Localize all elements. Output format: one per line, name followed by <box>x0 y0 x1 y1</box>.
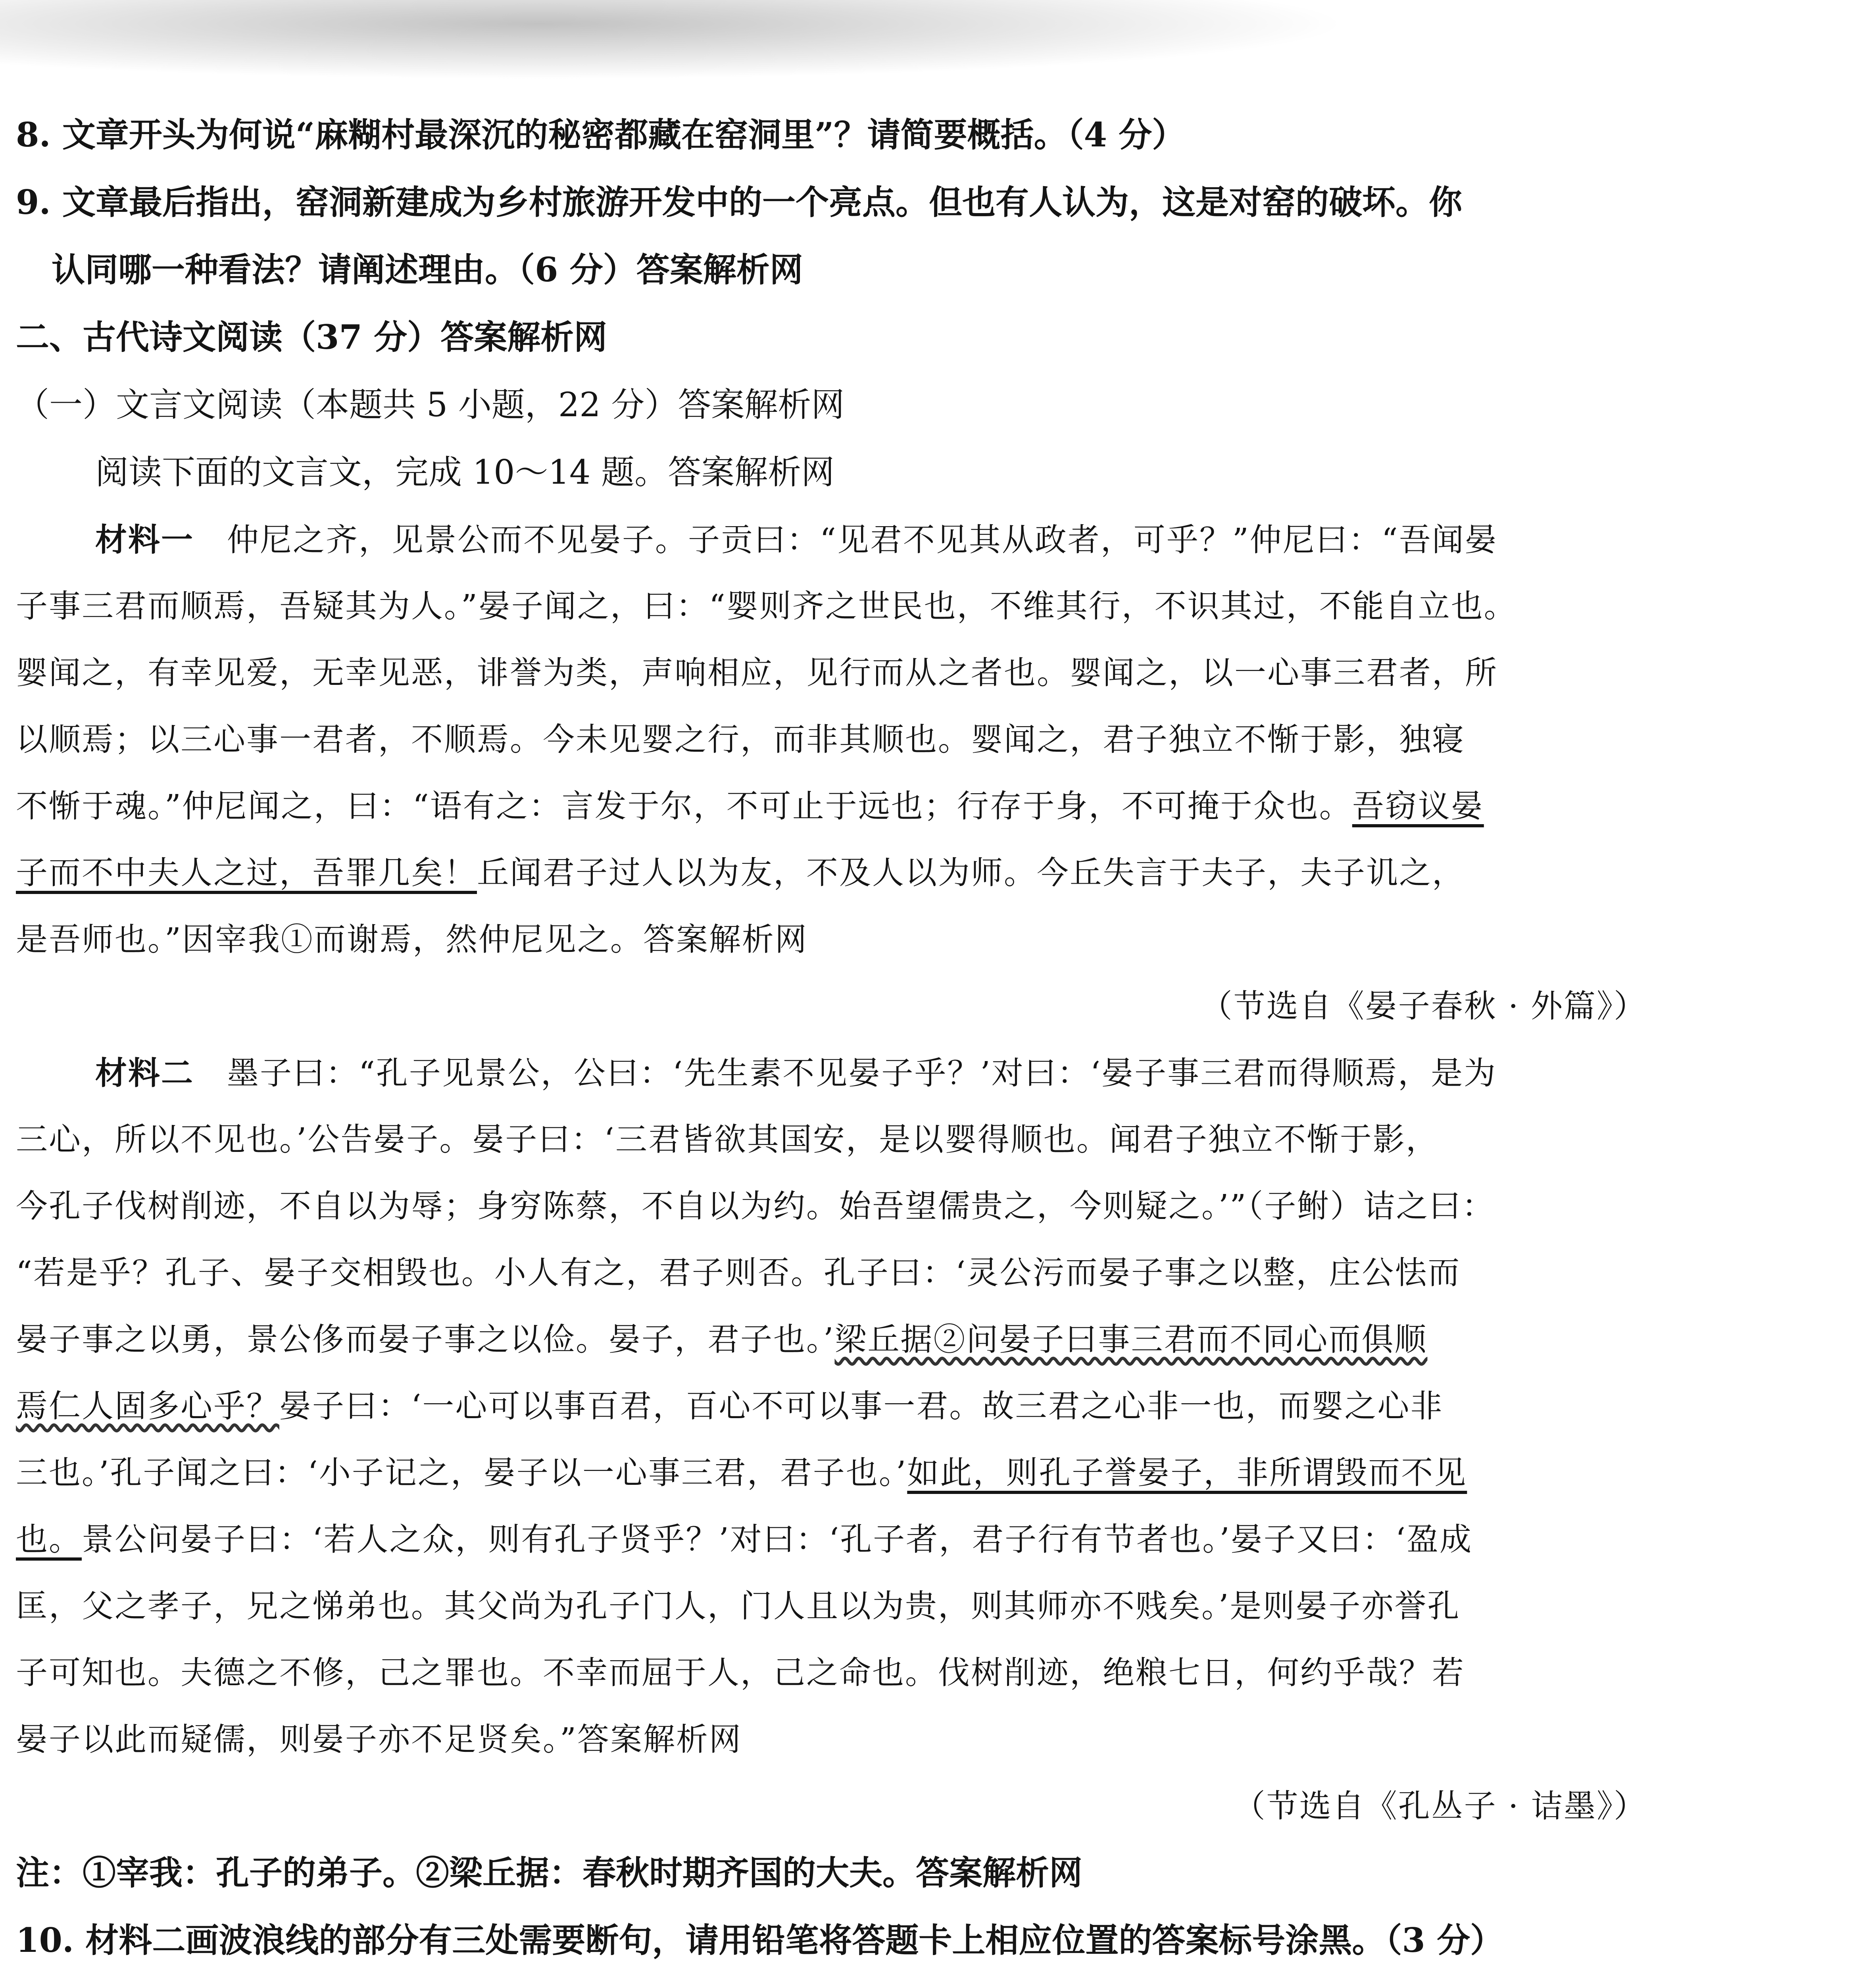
material-1-line: 丘闻君子过人以为友，不及人以为师。今丘失言于夫子，夫子讥之， <box>477 854 1465 891</box>
material-2-line: 晏子以此而疑儒，则晏子亦不足贤矣。”答案解析网 <box>16 1721 742 1758</box>
underlined-passage: 子而不中夫人之过，吾罪几矣！ <box>16 854 477 891</box>
material-1-line: 是吾师也。”因宰我①而谢焉，然仲尼见之。答案解析网 <box>16 921 808 958</box>
material-2-line: “若是乎？孔子、晏子交相毁也。小人有之，君子则否。孔子曰：‘灵公污而晏子事之以整，庄公怯而 <box>16 1254 1461 1291</box>
question-9-line-2: 认同哪一种看法？请阐述理由。（6 分）答案解析网 <box>52 250 803 289</box>
question-8: 8. 文章开头为何说“麻糊村最深沉的秘密都藏在窑洞里”？请简要概括。（4 分） <box>16 115 1186 154</box>
question-9-line-1: 9. 文章最后指出，窑洞新建成为乡村旅游开发中的一个亮点。但也有人认为，这是对窑的破坏。你 <box>16 183 1462 222</box>
wavy-underlined-passage: 焉仁人固多心乎？ <box>16 1388 279 1425</box>
material-1-line: 婴闻之，有幸见爱，无幸见恶，诽誉为类，声响相应，见行而从之者也。婴闻之，以一心事三君者，所 <box>16 654 1498 691</box>
material-1 <box>16 516 1663 1049</box>
material-2-source: （节选自《孔丛子 · 诘墨》） <box>1233 1788 1647 1824</box>
material-2 <box>16 1049 1663 1849</box>
underlined-passage: 吾窃议晏 <box>1352 788 1484 825</box>
material-2-line: 三也。’孔子闻之曰：‘小子记之，晏子以一心事三君，君子也。’ <box>16 1454 907 1491</box>
wavy-underlined-passage: 梁丘据②问晏子曰事三君而不同心而俱顺 <box>834 1321 1428 1358</box>
section-title: 二、古代诗文阅读（37 分）答案解析网 <box>16 317 607 357</box>
subsection-title: （一）文言文阅读（本题共 5 小题，22 分）答案解析网 <box>16 385 845 424</box>
material-2-line: 三心，所以不见也。’公告晏子。晏子曰：‘三君皆欲其国安，是以婴得顺也。闻君子独立不惭于影， <box>16 1121 1439 1158</box>
material-1-line: 仲尼之齐，见景公而不见晏子。子贡曰：“见君不见其从政者，可乎？”仲尼曰：“吾闻晏 <box>227 521 1498 558</box>
reading-instruction: 阅读下面的文言文，完成 10～14 题。答案解析网 <box>95 453 835 492</box>
material-1-source: （节选自《晏子春秋 · 外篇》） <box>1200 988 1647 1025</box>
material-1-label: 材料一 <box>95 521 194 558</box>
underlined-passage: 也。 <box>16 1521 82 1558</box>
material-1-line: 不惭于魂。”仲尼闻之，曰：“语有之：言发于尔，不可止于远也；行存于身，不可掩于众也。 <box>16 788 1352 825</box>
annotation-note: 注：①宰我：孔子的弟子。②梁丘据：春秋时期齐国的大夫。答案解析网 <box>16 1853 1083 1892</box>
exam-page <box>16 111 1663 1984</box>
material-2-line: 子可知也。夫德之不修，己之罪也。不幸而屈于人，己之命也。伐树削迹，绝粮七日，何约乎哉？若 <box>16 1654 1465 1691</box>
material-1-line: 以顺焉；以三心事一君者，不顺焉。今未见婴之行，而非其顺也。婴闻之，君子独立不惭于影，独寝 <box>16 721 1465 758</box>
scan-noise <box>0 0 1349 79</box>
question-10: 10. 材料二画波浪线的部分有三处需要断句，请用铅笔将答题卡上相应位置的答案标号涂黑。（3 分） <box>16 1921 1504 1960</box>
material-2-line: 墨子曰：“孔子见景公，公曰：‘先生素不见晏子乎？’对曰：‘晏子事三君而得顺焉，是为 <box>227 1055 1497 1092</box>
material-2-line: 晏子事之以勇，景公侈而晏子事之以俭。晏子，君子也。’ <box>16 1321 835 1358</box>
underlined-passage: 如此，则孔子誉晏子，非所谓毁而不见 <box>907 1454 1467 1491</box>
material-2-label: 材料二 <box>95 1054 194 1092</box>
material-2-line: 景公问晏子曰：‘若人之众，则有孔子贤乎？’对曰：‘孔子者，君子行有节者也。’晏子又曰：‘盈成 <box>82 1521 1473 1558</box>
material-2-line: 匡，父之孝子，兄之悌弟也。其父尚为孔子门人，门人且以为贵，则其师亦不贱矣。’是则晏子亦誉孔 <box>16 1588 1461 1624</box>
material-1-line: 子事三君而顺焉，吾疑其为人。”晏子闻之，曰：“婴则齐之世民也，不维其行，不识其过，不能自立也。 <box>16 588 1517 625</box>
material-2-line: 今孔子伐树削迹，不自以为辱；身穷陈蔡，不自以为约。始吾望儒贵之，今则疑之。’”（子鲋）诘之曰： <box>16 1188 1495 1225</box>
material-2-line: 晏子曰：‘一心可以事百君，百心不可以事一君。故三君之心非一也，而婴之心非 <box>279 1388 1444 1425</box>
